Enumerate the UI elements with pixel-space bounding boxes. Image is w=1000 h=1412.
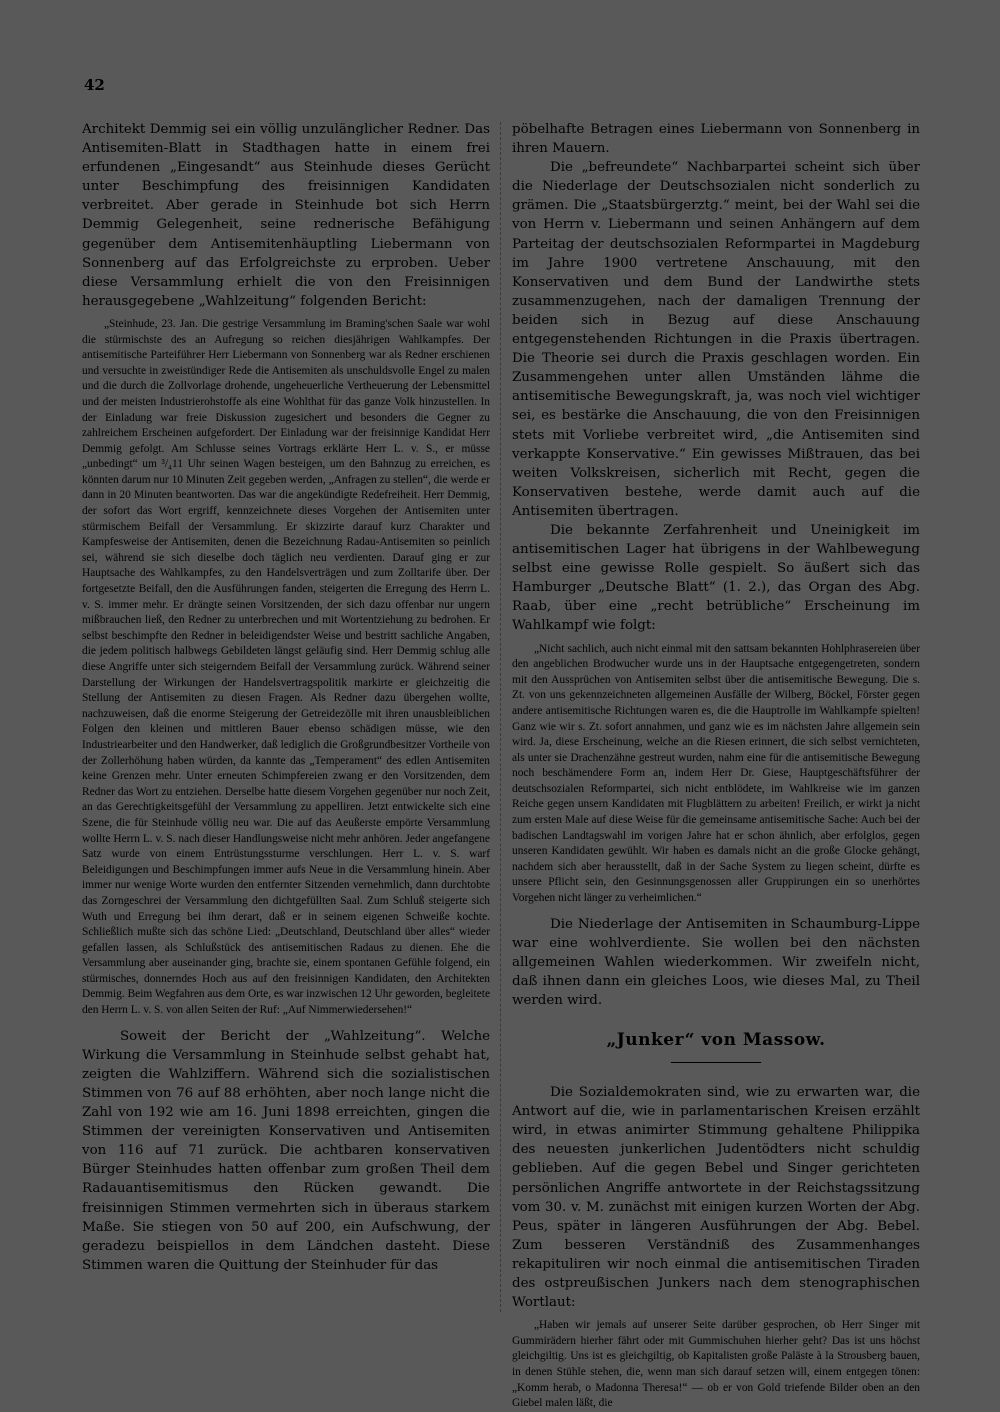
quoted-text: „Nicht sachlich, auch nicht einmal mit den sattsam bekannten Hohlphrasereien über den angeblichen Brodwucher wurde uns in der Hauptsache entgegengetreten, sondern mit den Aussprüchen von Antisemiten selbst über die antisemitische Bewegung. Die s. Zt. von uns gekennzeichneten allgemeinen Ausfälle der Wilberg, Böckel, Förster gegen andere antisemitische Richtungen waren es, die die Hauptrolle im Wahlkampfe spielten! Ganz wie wir s. Zt. sofort annahmen, und ganz wie es im nächsten Jahre allgemein sein wird. Ja, diese Erscheinung, welche an die Riesen erinnert, die sich selbst vernichteten, als unter sie Drachenzähne gestreut wurden, nahm eine für die antisemitische Bewegung noch beschämendere Form an, indem Herr Dr. Giese, Hauptgeschäftsführer der deutschsozialen Reformpartei, sich nicht entblödete, im Wahlkreise wie im ganzen Reiche gegen unsern Kandidaten mit Flugblättern zu arbeiten! Freilich, er wirkt ja nicht zum ersten Male auf diese Weise für die gemeinsame antisemitische Sache: Auch bei der badischen Landtagswahl im vorigen Jahre hat er schon ähnlich, aber erfolglos, gegen unseren Kandidaten gewühlt. Wir haben es damals nicht an die große Glocke gehängt, nachdem sich aber herausstellt, daß in der Sache System zu liegen scheint, dürfte es unsere Pflicht sein, den Gesinnungsgenossen aller Gruppirungen ein so unerhörtes Vorgehen nicht länger zu verheimlichen.“	[512, 642, 920, 905]
paragraph: Die bekannte Zerfahrenheit und Uneinigkeit im antisemitischen Lager hat übrigens in der Wahlbewegung selbst eine gewisse Rolle gespielt. So äußert sich das Hamburger „Deutsche Blatt“ (1. 2.), das Organ des Abg. Raab, über eine „recht betrübliche“ Erscheinung im Wahlkampf wie folgt:	[512, 522, 920, 634]
paragraph: Die „befreundete“ Nachbarpartei scheint sich über die Niederlage der Deutschsozialen nicht sonderlich zu grämen. Die „Staatsbürgerztg.“ meint, bei der Wahl sei die von Herrn v. Liebermann und seinen Anhängern auf dem Parteitag der deutschsozialen Reformpartei in Magdeburg im Jahre 1900 vertretene Anschauung, mit den Konservativen und dem Bund der Landwirthe stets zusammenzugehen, nach der damaligen Trennung der beiden sich in Bezug auf diese Anschauung entgegenstehenden Richtungen in die Praxis übertragen. Die Theorie sei durch die Praxis geschlagen worden. Ein Zusammengehen unter allen Umständen lähme die antisemitische Bewegungskraft, ja, was noch viel wichtiger sei, es bestärke die Anschauung, die von den Freisinnigen stets mit Vorliebe verbreitet wird, „die Antisemiten sind verkappte Konservative.“ Ein gewisses Mißtrauen, das bei weiten Volkskreisen, sicherlich mit Recht, gegen die Konservativen bestehe, werde damit auch auf die Antisemiten übertragen.	[512, 160, 920, 519]
paragraph: Architekt Demmig sei ein völlig unzulänglicher Redner. Das Antisemiten-Blatt in Stadthagen hatte in einem frei erfundenen „Eingesandt“ aus Steinhude dieses Gerücht unter Beschimpfung des freisinnigen Kandidaten verbreitet. Aber gerade in Steinhude bot sich Herrn Demmig Gelegenheit, seine rednerische Befähigung gegenüber dem Antisemitenhäuptling Liebermann von Sonnenberg auf das Erfolgreichste zu erproben. Ueber diese Versammlung erhielt die von den Freisinnigen herausgegebene „Wahlzeitung“ folgenden Bericht:	[82, 122, 490, 309]
left-column	[82, 120, 490, 1320]
spacer	[512, 1010, 920, 1024]
right-column	[512, 120, 920, 1410]
section-heading: „Junker“ von Massow.	[606, 1030, 826, 1051]
paragraph: Die Niederlage der Antisemiten in Schaumburg-Lippe war eine wohlverdiente. Sie wollen bei den nächsten allgemeinen Wahlen wiederkommen. Wir zweifeln nicht, daß ihnen dann ein gleiches Loos, wie dieses Mal, zu Theil werden wird.	[512, 916, 920, 1008]
heading-rule	[671, 1062, 761, 1063]
paragraph: pöbelhafte Betragen eines Liebermann von Sonnenberg in ihren Mauern.	[512, 122, 920, 157]
column-rule	[500, 122, 502, 1312]
quoted-text: „Haben wir jemals auf unserer Seite darüber gesprochen, ob Herr Singer mit Gummirädern hierher fährt oder mit Gummischuhen hierher geht? Das ist uns höchst gleichgiltig. Uns ist es gleichgiltig, ob Kapitalisten große Paläste à la Strousberg bauen, in denen Stühle stehen, die, wenn man sich darauf setzen will, einem entgegen tönen: „Komm herab, o Madonna Theresa!“ — ob er von Gold triefende Bilder oben an den Giebel malen läßt, die	[512, 1319, 920, 1410]
paragraph: Die Sozialdemokraten sind, wie zu erwarten war, die Antwort auf die, wie in parlamentarischen Kreisen erzählt wird, in etwas animirter Stimmung gehaltene Philippika des neuesten junkerlichen Judentödters nicht schuldig geblieben. Auf die gegen Bebel und Singer gerichteten persönlichen Angriffe antwortete in der Reichstagssitzung vom 30. v. M. zunächst mit einigen kurzen Worten der Abg. Peus, später in längeren Ausführungen der Abg. Bebel. Zum besseren Verständniß des Zusammenhanges rekapituliren wir noch einmal die antisemitischen Tiraden des ostpreußischen Junkers nach dem stenographischen Wortlaut:	[512, 1085, 920, 1311]
page-number: 42	[84, 76, 105, 94]
paragraph: Soweit der Bericht der „Wahlzeitung“. Welche Wirkung die Versammlung in Steinhude selbst gehabt hat, zeigten die Wahlziffern. Während sich die sozialistischen Stimmen von 76 auf 88 erhöhten, aber noch lange nicht die Zahl von 192 wie am 16. Juni 1898 erreichten, gingen die Stimmen der vereinigten Konservativen und Antisemiten von 116 auf 71 zurück. Die achtbaren konservativen Bürger Steinhudes hatten offenbar zum großen Theil dem Radauantisemitismus den Rücken gewandt. Die freisinnigen Stimmen vermehrten sich in überaus starkem Maße. Sie stiegen von 50 auf 200, ein Aufschwung, der geradezu beispiellos in dem Ländchen dasteht. Diese Stimmen waren die Quittung der Steinhuder für das	[82, 1028, 490, 1273]
quoted-report: „Steinhude, 23. Jan. Die gestrige Versammlung im Braming'schen Saale war wohl die stürmischste des an Aufregung so reichen diesjährigen Wahlkampfes. Der antisemitische Parteiführer Herr Liebermann von Sonnenberg war als Redner erschienen und versuchte in zweistündiger Rede die Antisemiten als unschuldsvolle Engel zu malen und die durch die Zollvorlage drohende, ungeheuerliche Vertheuerung der Lebensmittel und der meisten Industrierohstoffe als eine Wohlthat für das ganze Volk hinzustellen. In der Einladung war freie Diskussion zugesichert und besonders die Gegner zu zahlreichem Erscheinen aufgefordert. Der Einladung war der freisinnige Kandidat Herr Demmig gefolgt. Am Schlusse seines Vortrags erklärte Herr L. v. S., er müsse „unbedingt“ um ³/₄11 Uhr seinen Wagen besteigen, um den Bahnzug zu erreichen, es könnten darum nur 10 Minuten Zeit gegeben werden, „Anfragen zu stellen“, die werde er dann in 20 Minuten beantworten. Das war die angekündigte Redefreiheit. Herr Demmig, der sofort das Wort ergriff, kennzeichnete dieses Vorgehen der Antisemiten unter stürmischem Beifall der Versammlung. Er skizzirte darauf kurz Charakter und Kampfesweise der Antisemiten, denen die Bezeichnung Radau-Antisemiten so peinlich sei, während sie sich dieselbe doch täglich neu verdienten. Darauf ging er zur Hauptsache des Wahlkampfes, zu den Handelsverträgen und zum Zolltarife über. Der fortgesetzte Beifall, den die Ausführungen fanden, steigerten die Erregung des Herrn L. v. S. immer mehr. Er drängte seinen Vorsitzenden, der sich dazu offenbar nur ungern mißbrauchen ließ, den Redner zu unterbrechen und mit Wortentziehung zu bedrohen. Er selbst beschimpfte den Redner in beleidigendster Weise und bestritt sachliche Angaben, die jedem politisch halbwegs Gebildeten längst geläufig sind. Herr Demmig schlug alle diese Angriffe unter sich steigerndem Beifall der Versammlung zurück. Während seiner Darstellung der Wirkungen der Handelsvertragspolitik markirte er gleichzeitig die Stellung der Antisemiten zu diesen Fragen. Als Redner dazu übergehen wollte, nachzuweisen, daß die enorme Steigerung der Getreidezölle mit ihren unausbleiblichen Folgen den kleinen und mittleren Bauer ebenso schädigen müsse, wie den Industriearbeiter und den Handwerker, daß lediglich die Großgrundbesitzer Vortheile von der Zollerhöhung haben würden, da kannte das „Temperament“ des edlen Antisemiten keine Grenzen mehr. Unter erneuten Schimpfereien zwang er den Vorsitzenden, dem Redner das Wort zu entziehen. Derselbe hatte diesem Vorgehen gegenüber nur noch Zeit, an das Gerechtigkeitsgefühl der Versammlung zu appelliren. Jetzt entwickelte sich eine Szene, die für Steinhude völlig neu war. Die auf das Aeußerste empörte Versammlung wollte Herrn L. v. S. nach dieser Handlungsweise nicht mehr anhören. Jeder angefangene Satz wurde von einem Entrüstungssturme verschlungen. Herr L. v. S. warf Beleidigungen und Beschimpfungen immer aufs Neue in die Versammlung hinein. Aber immer nur wenige Worte wurden den entfernter Sitzenden vernehmlich, dann durchtobte das Zorngeschrei der Versammlung den dichtgefüllten Saal. Zum Schluß steigerte sich Wuth und Erregung bei ihm derart, daß er in seinem eigenen Schweiße kochte. Schließlich mußte sich das schöne Lied: „Deutschland, Deutschland über alles“ wieder gefallen lassen, als Schlußstück des antisemitischen Radaus zu dienen. Ehe die Versammlung aber auseinander ging, brachte sie, einem spontanen Gefühle folgend, ein stürmisches, donnerndes Hoch aus auf den freisinnigen Kandidaten, den Architekten Demmig. Beim Wegfahren aus dem Orte, es war inzwischen 12 Uhr geworden, begleitete den Herrn L. v. S. von allen Seiten der Ruf: „Auf Nimmerwiedersehen!“	[82, 317, 490, 1017]
